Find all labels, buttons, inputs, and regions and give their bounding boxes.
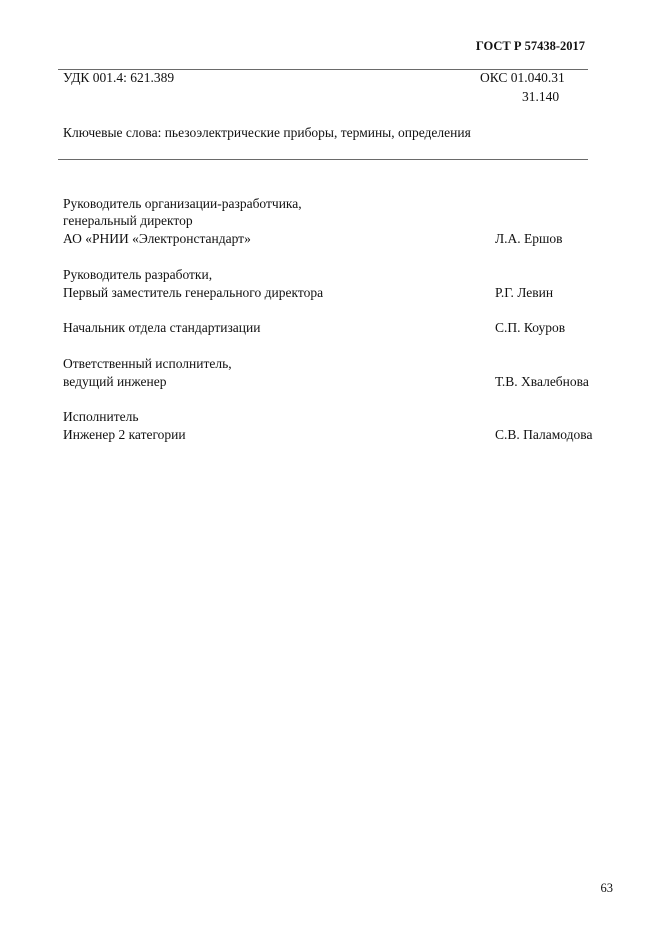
signatory-2-name: Р.Г. Левин <box>495 285 554 300</box>
oks-code-line1: ОКС 01.040.31 <box>480 70 565 85</box>
udk-code: УДК 001.4: 621.389 <box>63 70 175 85</box>
oks-code-line2: 31.140 <box>522 89 560 104</box>
signatory-5-name: С.В. Паламодова <box>495 427 593 442</box>
signatory-1-name: Л.А. Ершов <box>495 231 563 246</box>
signatory-1-position-line1: Руководитель организации-разработчика, <box>63 196 302 211</box>
bottom-divider <box>58 159 588 160</box>
signatory-5-position-line2: Инженер 2 категории <box>63 427 186 442</box>
page-number: 63 <box>600 881 613 895</box>
signatory-1-position-line2: генеральный директор <box>63 213 193 228</box>
signatory-4-position-line2: ведущий инженер <box>63 374 167 389</box>
keywords: Ключевые слова: пьезоэлектрические приборы, термины, определения <box>63 125 471 140</box>
signatory-2-position-line2: Первый заместитель генерального директора <box>63 285 324 300</box>
signatory-4-position-line1: Ответственный исполнитель, <box>63 356 232 371</box>
signatory-3-position: Начальник отдела стандартизации <box>63 320 261 335</box>
signatory-3-name: С.П. Коуров <box>495 320 566 335</box>
signatory-5-position-line1: Исполнитель <box>63 409 139 424</box>
signatory-2-position-line1: Руководитель разработки, <box>63 267 213 282</box>
signatory-1-organization: АО «РНИИ «Электронстандарт» <box>63 231 251 246</box>
signatory-4-name: Т.В. Хвалебнова <box>495 374 589 389</box>
standard-designation: ГОСТ Р 57438-2017 <box>475 39 585 53</box>
